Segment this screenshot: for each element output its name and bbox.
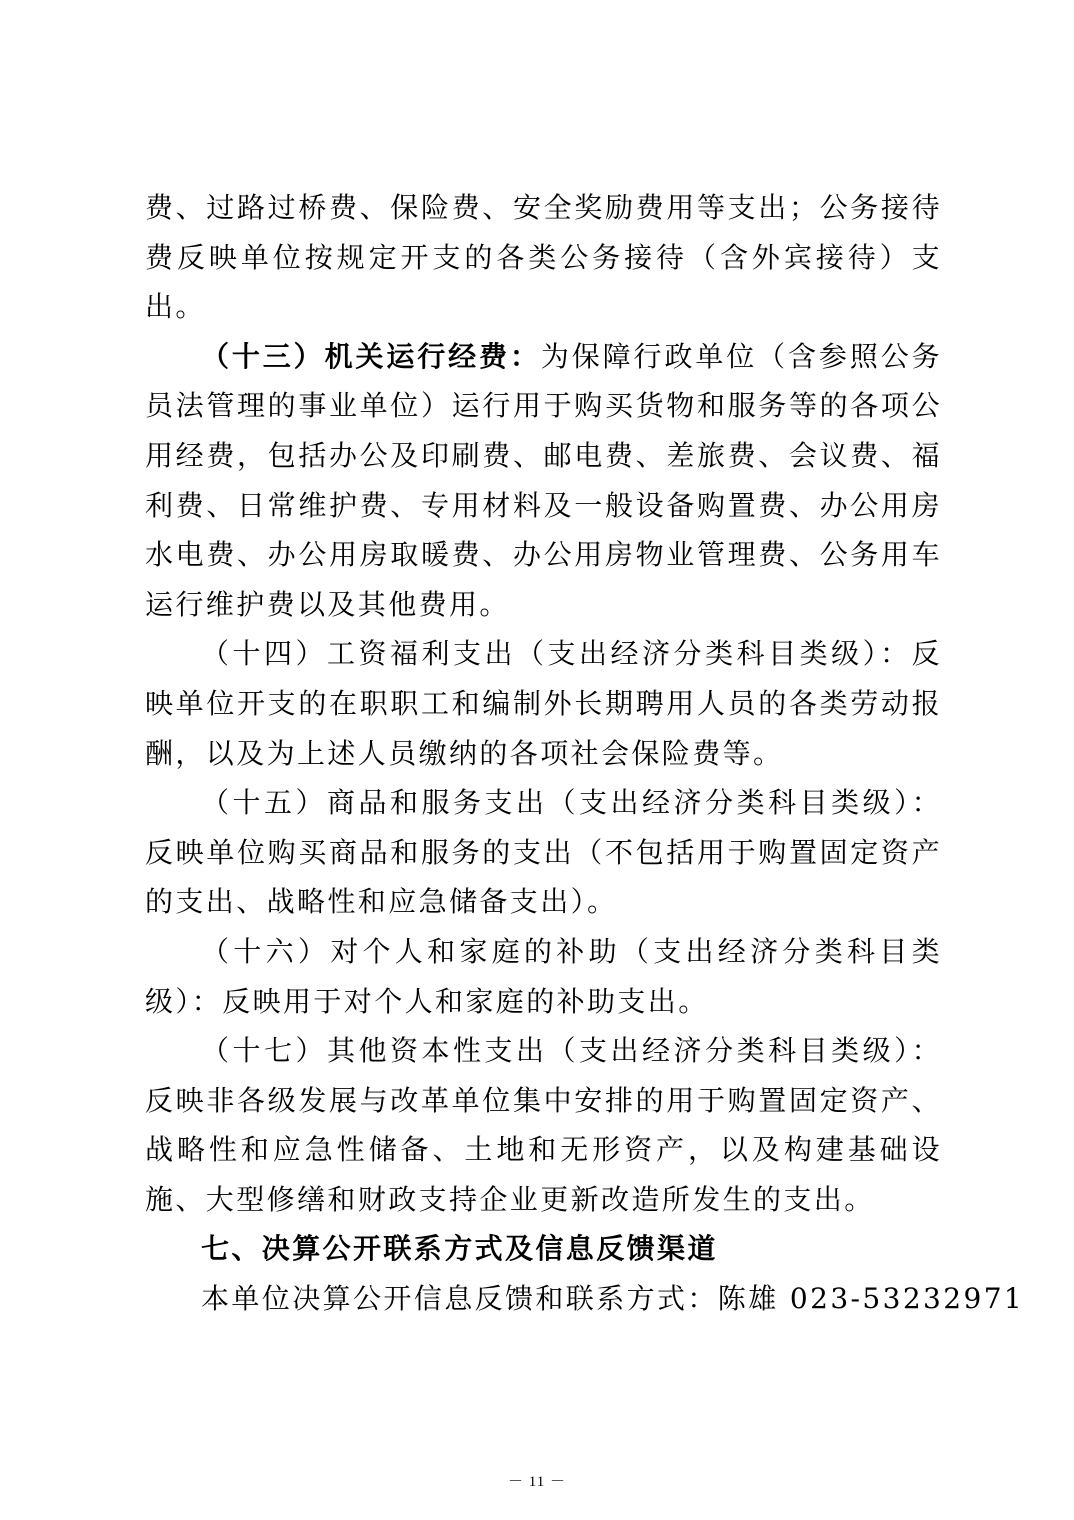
paragraph-lead: （十三）机关运行经费： bbox=[201, 339, 541, 373]
paragraph-continuation bbox=[145, 183, 942, 332]
section-heading: 七、决算公开联系方式及信息反馈渠道 bbox=[201, 1232, 718, 1266]
document-body bbox=[145, 183, 1025, 1324]
paragraph-text: （十七）其他资本性支出（支出经济分类科目类级）：反映非各级发展与改革单位集中安排的用于购置固定资产、战略性和应急性储备、土地和无形资产，以及构建基础设施、大型修缮和财政支持企业更新改造所发生的支出。 bbox=[145, 1034, 942, 1216]
paragraph-17-other-capital bbox=[145, 1026, 942, 1224]
paragraph-text: 费、过路过桥费、保险费、安全奖励费用等支出；公务接待费反映单位按规定开支的各类公务接待（含外宾接待）支出。 bbox=[145, 191, 942, 324]
paragraph-16-household-subsidies bbox=[145, 927, 942, 1026]
page-number: － 11 － bbox=[508, 1474, 566, 1490]
paragraph-text: （十四）工资福利支出（支出经济分类科目类级）：反映单位开支的在职职工和编制外长期聘用人员的各类劳动报酬，以及为上述人员缴纳的各项社会保险费等。 bbox=[145, 637, 942, 770]
paragraph-14-wages-welfare bbox=[145, 629, 942, 778]
paragraph-13-operating-expenses bbox=[145, 332, 942, 630]
contact-info: 本单位决算公开信息反馈和联系方式：陈雄 023-53232971 bbox=[201, 1282, 1025, 1316]
paragraph-text: （十六）对个人和家庭的补助（支出经济分类科目类级）：反映用于对个人和家庭的补助支出。 bbox=[145, 934, 942, 1018]
paragraph-15-goods-services bbox=[145, 778, 942, 927]
paragraph-text: 为保障行政单位（含参照公务员法管理的事业单位）运行用于购买货物和服务等的各项公用经费，包括办公及印刷费、邮电费、差旅费、会议费、福利费、日常维护费、专用材料及一般设备购置费、办公用房水电费、办公用房取暖费、办公用房物业管理费、公务用车运行维护费以及其他费用。 bbox=[145, 339, 943, 621]
paragraph-text: （十五）商品和服务支出（支出经济分类科目类级）：反映单位购买商品和服务的支出（不包括用于购置固定资产的支出、战略性和应急储备支出）。 bbox=[145, 786, 942, 919]
